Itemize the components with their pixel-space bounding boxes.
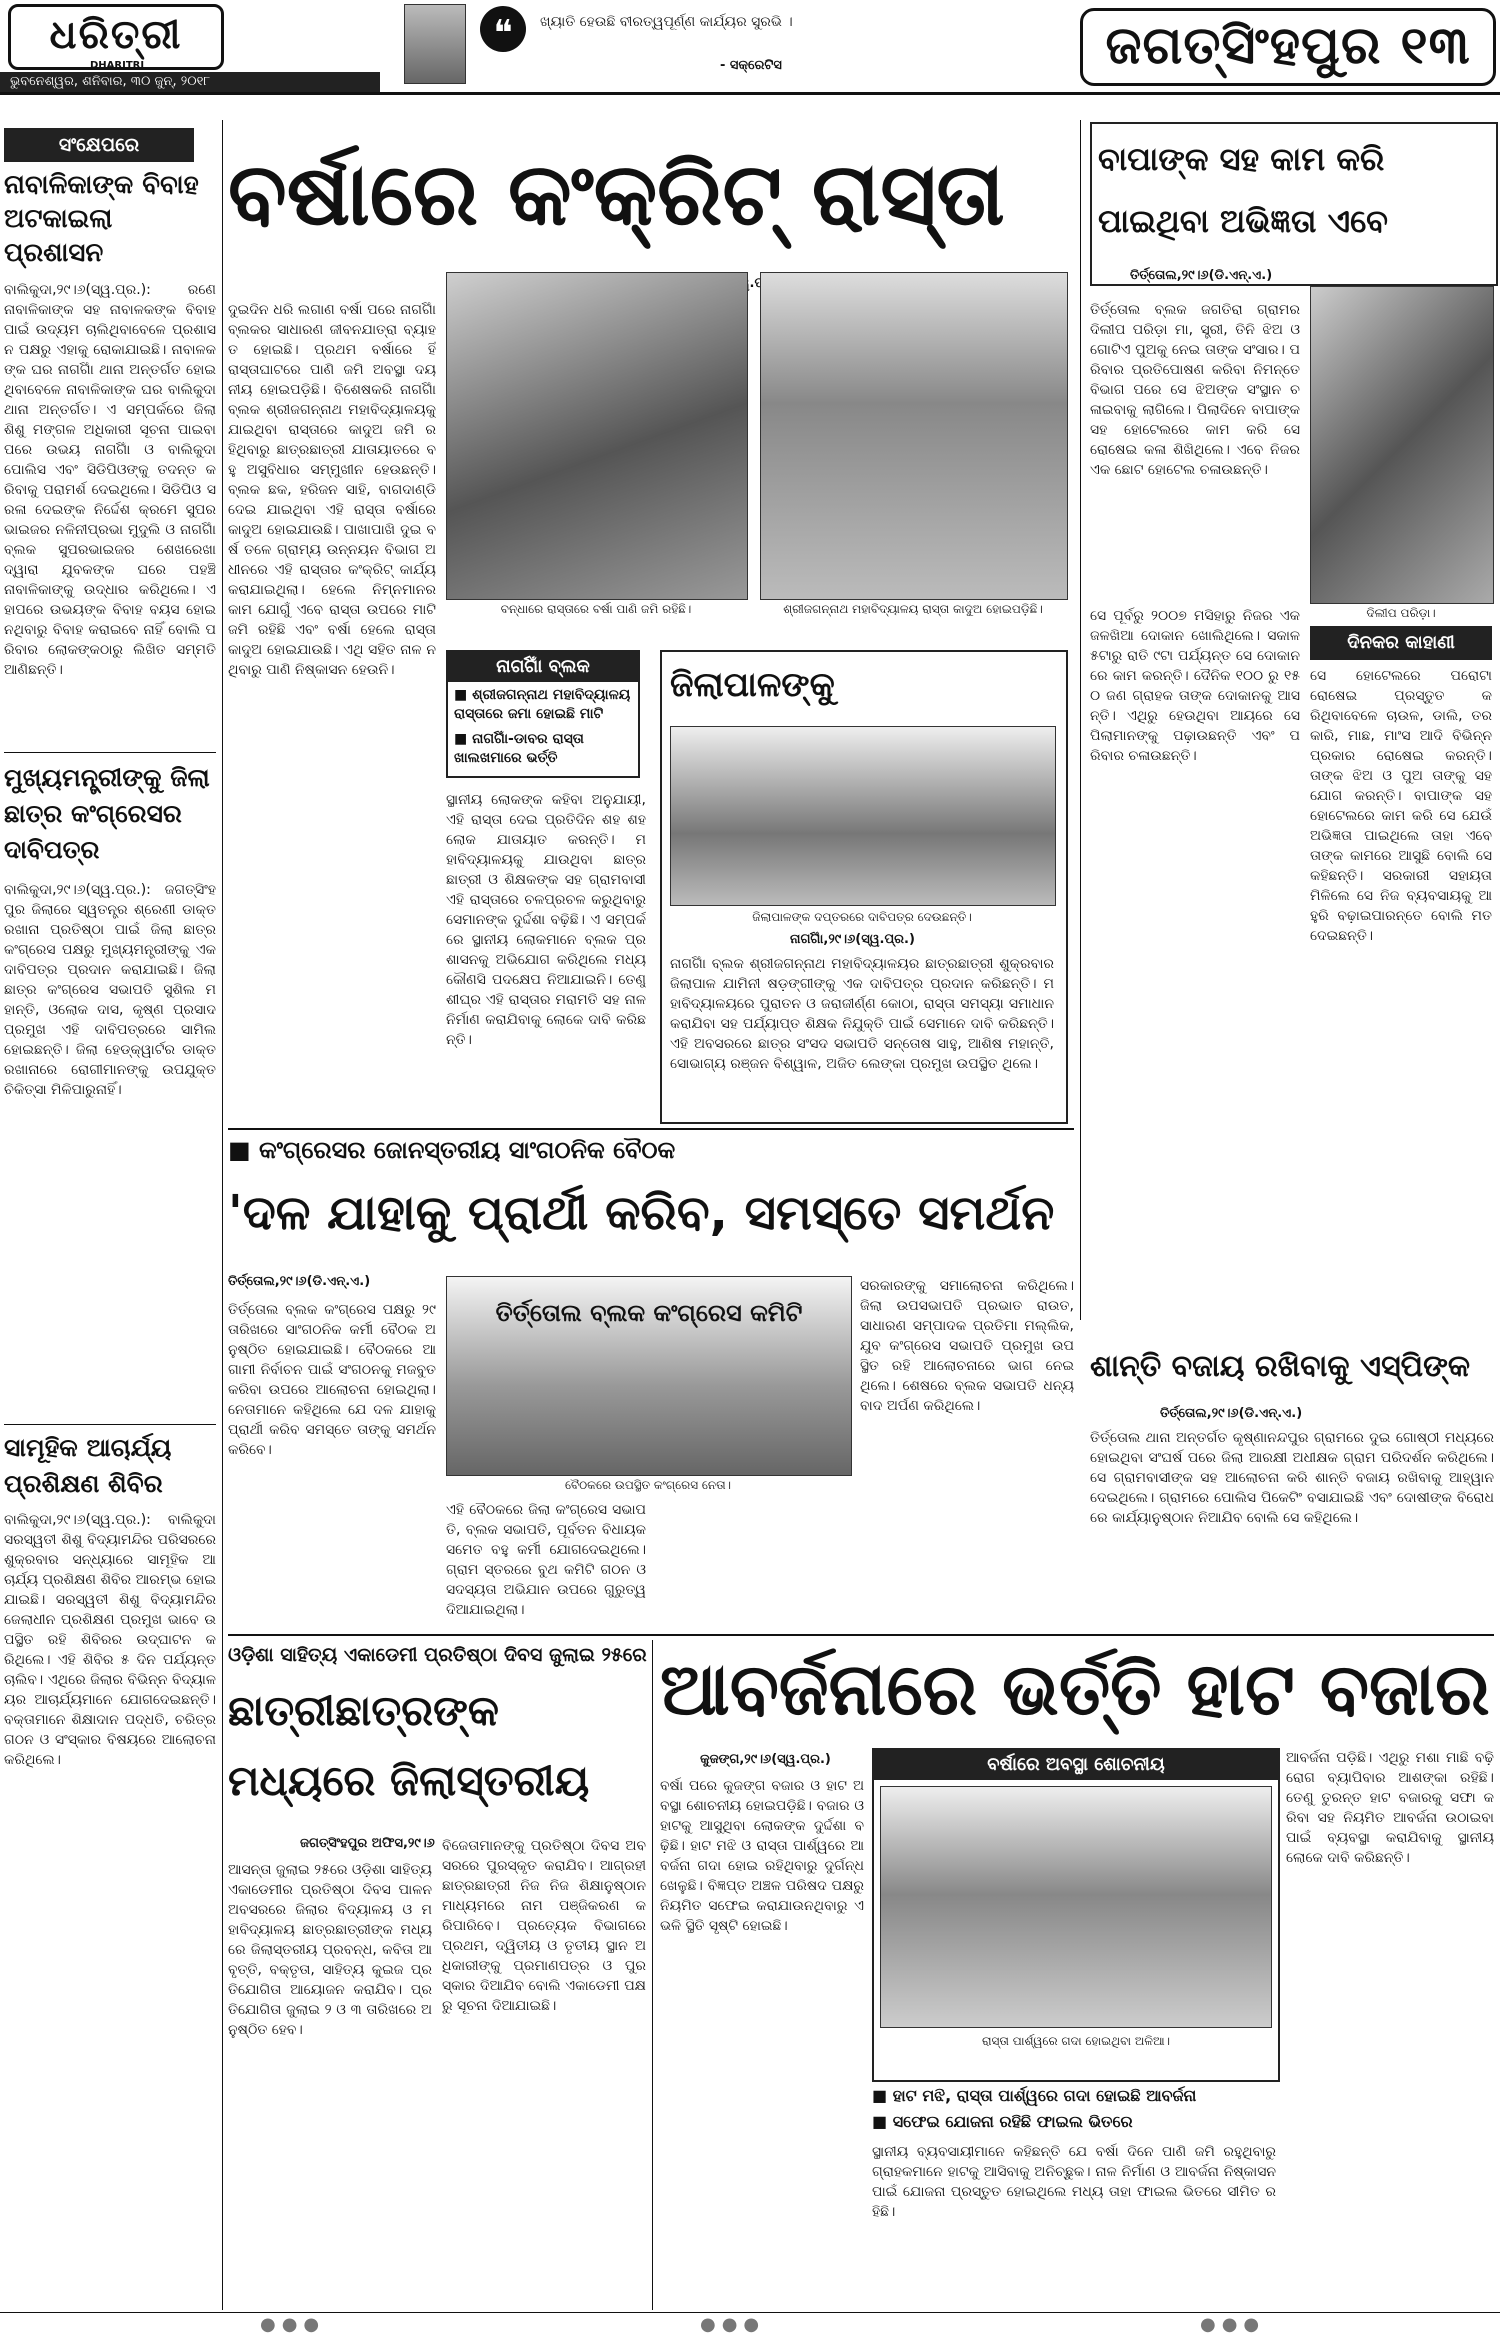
memo-body: ନାଗର୍ଗାଁ ବ୍ଲକ ଶ୍ରୀଜଗନ୍ନାଥ ମହାବିଦ୍ୟାଳୟର ଛାତ୍ରଛାତ୍ରୀ ଶୁକ୍ରବାର ଜିଲାପାଳ ଯାମିନୀ ଷଡ଼ଙ୍ଗୀଙ୍କୁ ଏକ ଦାବିପତ୍ର ପ୍ରଦାନ କରିଛନ୍ତି। ମହାବିଦ୍ୟାଳୟରେ ପୁରାତନ ଓ ଜରାଜୀର୍ଣ୍ଣ କୋଠା, ରାସ୍ତା ସମସ୍ୟା ସମାଧାନ କରାଯିବା ସହ ପର୍ଯ୍ୟାପ୍ତ ଶିକ୍ଷକ ନିଯୁକ୍ତି ପାଇଁ ସେମାନେ ଦାବି କରିଛନ୍ତି। ଏହି ଅବସରରେ ଛାତ୍ର ସଂସଦ ସଭାପତି ସନ୍ତୋଷ ସାହୁ, ଆଶିଷ ମହାନ୍ତି, ସୋଭାଗ୍ୟ ରଞ୍ଜନ ବିଶ୍ୱାଳ, ଅଜିତ ଲେଙ୍କା ପ୍ରମୁଖ ଉପସ୍ଥିତ ଥିଲେ। (670, 956, 1054, 1072)
quote-text: ଖ୍ୟାତି ହେଉଛି ବୀରତ୍ୱପୂର୍ଣ୍ଣ କାର୍ଯ୍ୟର ସୁରଭି । (540, 14, 793, 30)
congress-body-3: ସରକାରଙ୍କୁ ସମାଲୋଚନା କରିଥିଲେ। ଜିଲା ଉପସଭାପତି ପ୍ରଭାତ ରାଉତ, ସାଧାରଣ ସମ୍ପାଦକ ପ୍ରତିମା ମଲ୍ଲିକ, ଯୁବ କଂଗ୍ରେସ ସଭାପତି ପ୍ରମୁଖ ଉପସ୍ଥିତ ରହି ଆଲୋଚନାରେ ଭାଗ ନେଇଥିଲେ। ଶେଷରେ ବ୍ଲକ ସଭାପତି ଧନ୍ୟବାଦ ଅର୍ପଣ କରିଥିଲେ। (860, 1278, 1074, 1414)
congress-headline: 'ଦଳ ଯାହାକୁ ପ୍ରାର୍ଥୀ କରିବ, ସମସ୍ତେ ସମର୍ଥନ (228, 1185, 1055, 1241)
academy-dateline: ଜଗତ୍‌ସିଂହପୁର ଅଫିସ,୨୯।୬ (300, 1836, 435, 1851)
masthead (0, 0, 1500, 89)
registration-marks: ●●● (700, 2314, 766, 2335)
lead-photo-1-caption: ବନ୍ଧାରେ ରାସ୍ତାରେ ବର୍ଷା ପାଣି ଜମି ରହିଛି। (500, 602, 692, 616)
socrates-portrait (404, 4, 466, 84)
congress-banner: ତିର୍ତ୍ତୋଲ ବ୍ଲକ କଂଗ୍ରେସ କମିଟି (495, 1299, 803, 1327)
divider (4, 752, 216, 753)
father-body-1: ତିର୍ତ୍ତୋଲ ବ୍ଲକ ଜଗତିରା ଗ୍ରାମର ଦିଲୀପ ପରିଡ଼ା ମା, ସ୍ତ୍ରୀ, ତିନି ଝିଅ ଓ ଗୋଟିଏ ପୁଅକୁ ନେଇ ତାଙ୍କ ସଂସାର। ପରିବାର ପ୍ରତିପୋଷଣ କରିବା ନିମନ୍ତେ ବିଭାଗ ପରେ ସେ ଝିଅଙ୍କ ସଂସ୍ଥାନ ଚଳାଇବାକୁ ଲାଗିଲେ। ପିଲାଦିନେ ବାପାଙ୍କ ସହ ହୋଟେଲରେ କାମ କରି ସେ ରୋଷେଇ କଳା ଶିଖିଥିଲେ। ଏବେ ନିଜର ଏକ ଛୋଟ ହୋଟେଲ ଚଳାଉଛନ୍ତି। (1090, 302, 1300, 478)
market-bullet-2: ■ ସଫେଇ ଯୋଜନା ରହିଛି ଫାଇଲ ଭିତରେ (872, 2112, 1133, 2131)
lead-body-col2: ସ୍ଥାନୀୟ ଲୋକଙ୍କ କହିବା ଅନୁଯାୟୀ, ଏହି ରାସ୍ତା ଦେଇ ପ୍ରତିଦିନ ଶହ ଶହ ଲୋକ ଯାତାୟାତ କରନ୍ତି। ମହାବିଦ୍ୟାଳୟକୁ ଯାଉଥିବା ଛାତ୍ରଛାତ୍ରୀ ଓ ଶିକ୍ଷକଙ୍କ ସହ ଗ୍ରାମବାସୀ ଏହି ରାସ୍ତାରେ ଚଳପ୍ରଚଳ କରୁଥିବାରୁ ସେମାନଙ୍କ ଦୁର୍ଦ୍ଦଶା ବଢ଼ିଛି। ଏ ସମ୍ପର୍କରେ ସ୍ଥାନୀୟ ଲୋକମାନେ ବ୍ଲକ ପ୍ରଶାସନକୁ ଅଭିଯୋଗ କରିଥିଲେ ମଧ୍ୟ କୌଣସି ପଦକ୍ଷେପ ନିଆଯାଇନି। ତେଣୁ ଶୀଘ୍ର ଏହି ରାସ୍ତାର ମରାମତି ସହ ନାଳ ନିର୍ମାଣ କରାଯିବାକୁ ଲୋକେ ଦାବି କରିଛନ୍ତି। (446, 792, 646, 1048)
column-rule (1080, 120, 1081, 1320)
quote-icon: ❝ (480, 6, 526, 52)
block-box-item-1: ■ ଶ୍ରୀଜଗନ୍ନାଥ ମହାବିଦ୍ୟାଳୟ ରାସ୍ତାରେ ଜମା ହୋଇଛି ମାଟି (454, 687, 631, 722)
lead-headline: ବର୍ଷାରେ କଂକ୍ରିଟ୍ ରାସ୍ତା (228, 145, 1005, 245)
sp-headline: ଶାନ୍ତି ବଜାୟ ରଖିବାକୁ ଏସ୍‌ପିଙ୍କ (1090, 1349, 1471, 1384)
memo-dateline: ନାଗର୍ଗାଁ,୨୯।୬(ସ୍ୱ.ପ୍ର.) (790, 932, 915, 947)
square-bullet-icon: ■ (454, 687, 473, 703)
academy-body-1: ଆସନ୍ତା ଜୁଲାଇ ୨୫ରେ ଓଡ଼ିଶା ସାହିତ୍ୟ ଏକାଡେମୀର ପ୍ରତିଷ୍ଠା ଦିବସ ପାଳନ ଅବସରରେ ଜିଲାର ବିଦ୍ୟାଳୟ ଓ ମହାବିଦ୍ୟାଳୟ ଛାତ୍ରଛାତ୍ରୀଙ୍କ ମଧ୍ୟରେ ଜିଲାସ୍ତରୀୟ ପ୍ରବନ୍ଧ, କବିତା ଆବୃତ୍ତି, ବକ୍ତୃତା, ସାହିତ୍ୟ କୁଇଜ ପ୍ରତିଯୋଗିତା ଆୟୋଜନ କରାଯିବ। ପ୍ରତିଯୋଗିତା ଜୁଲାଇ ୨ ଓ ୩ ତାରିଖରେ ଅନୁଷ୍ଠିତ ହେବ। (228, 1862, 432, 2038)
brief2-body: ବାଲିକୁଦା,୨୯।୬(ସ୍ୱ.ପ୍ର.): ଜଗତ୍‌ସିଂହପୁର ଜିଲାରେ ସ୍ୱତନ୍ତ୍ର ଶ୍ରେଣୀ ଡାକ୍ତରଖାନା ପ୍ରତିଷ୍ଠା ପାଇଁ ଜିଲା ଛାତ୍ର କଂଗ୍ରେସ ପକ୍ଷରୁ ମୁଖ୍ୟମନ୍ତ୍ରୀଙ୍କୁ ଏକ ଦାବିପତ୍ର ପ୍ରଦାନ କରାଯାଇଛି। ଜିଲା ଛାତ୍ର କଂଗ୍ରେସ ସଭାପତି ସୁଶିଲ ମହାନ୍ତି, ଓଲୋକ ଦାସ, କୃଷ୍ଣ ପ୍ରସାଦ ପ୍ରମୁଖ ଏହି ଦାବିପତ୍ରରେ ସାମିଲ ହୋଇଛନ୍ତି। ଜିଲା ହେଡ୍‌କ୍ୱାର୍ଟର ଡାକ୍ତରଖାନାରେ ରୋଗୀମାନଙ୍କୁ ଉପଯୁକ୍ତ ଚିକିତ୍ସା ମିଳିପାରୁନାହିଁ। (4, 882, 216, 1098)
column-rule (652, 1640, 653, 2310)
square-bullet-icon: ■ (228, 1136, 260, 1164)
academy-body-2: ବିଜେତାମାନଙ୍କୁ ପ୍ରତିଷ୍ଠା ଦିବସ ଅବସରରେ ପୁରସ୍କୃତ କରାଯିବ। ଆଗ୍ରହୀ ଛାତ୍ରଛାତ୍ରୀ ନିଜ ନିଜ ଶିକ୍ଷାନୁଷ୍ଠାନ ମାଧ୍ୟମରେ ନାମ ପଞ୍ଜିକରଣ କରିପାରିବେ। ପ୍ରତ୍ୟେକ ବିଭାଗରେ ପ୍ରଥମ, ଦ୍ୱିତୀୟ ଓ ତୃତୀୟ ସ୍ଥାନ ଅଧିକାରୀଙ୍କୁ ପ୍ରମାଣପତ୍ର ଓ ପୁରସ୍କାର ଦିଆଯିବ ବୋଲି ଏକାଡେମୀ ପକ୍ଷରୁ ସୂଚନା ଦିଆଯାଇଛି। (442, 1838, 646, 2014)
congress-photo-caption: ବୈଠକରେ ଉପସ୍ଥିତ କଂଗ୍ରେସ ନେତା। (564, 1478, 732, 1492)
academy-headline: ଛାତ୍ରୀଛାତ୍ରଙ୍କ ମଧ୍ୟରେ ଜିଲାସ୍ତରୀୟ (228, 1686, 590, 1805)
block-box-item-2: ■ ନାଗର୍ଗାଁ-ଡାବର ରାସ୍ତା ଖାଲଖମାରେ ଭର୍ତ୍ତି (454, 731, 584, 766)
registration-marks: ●●● (260, 2314, 326, 2335)
column-rule (222, 120, 223, 2310)
lead-body-col1: ଦୁଇଦିନ ଧରି ଲଗାଣ ବର୍ଷା ପରେ ନାଗର୍ଗାଁ ବ୍ଲକର ସାଧାରଣ ଜୀବନଯାତ୍ରା ବ୍ୟାହତ ହୋଇଛି। ପ୍ରଥମ ବର୍ଷାରେ ହିଁ ରାସ୍ତାଘାଟରେ ପାଣି ଜମି ଅବସ୍ଥା ଦୟନୀୟ ହୋଇପଡ଼ିଛି। ବିଶେଷକରି ନାଗର୍ଗାଁ ବ୍ଲକ ଶ୍ରୀଜଗନ୍ନାଥ ମହାବିଦ୍ୟାଳୟକୁ ଯାଇଥିବା ରାସ୍ତାରେ କାଦୁଅ ଜମି ରହିଥିବାରୁ ଛାତ୍ରଛାତ୍ରୀ ଯାତାୟାତରେ ବହୁ ଅସୁବିଧାର ସମ୍ମୁଖୀନ ହେଉଛନ୍ତି। ବ୍ଲକ ଛକ, ହରିଜନ ସାହି, ବାଗଦାଣ୍ଡି ଦେଇ ଯାଇଥିବା ଏହି ରାସ୍ତା ବର୍ଷାରେ କାଦୁଅ ହୋଇଯାଉଛି। ପାଖାପାଖି ଦୁଇ ବର୍ଷ ତଳେ ଗ୍ରାମ୍ୟ ଉନ୍ନୟନ ବିଭାଗ ଅଧୀନରେ ଏହି ରାସ୍ତାର କଂକ୍ରିଟ୍ କାର୍ଯ୍ୟ କରାଯାଇଥିଲା। ହେଲେ ନିମ୍ନମାନର କାମ ଯୋଗୁଁ ଏବେ ରାସ୍ତା ଉପରେ ମାଟି ଜମି ରହିଛି ଏବଂ ବର୍ଷା ହେଲେ ରାସ୍ତା କାଦୁଅ ହୋଇଯାଉଛି। ଏଥି ସହିତ ନାଳ ନଥିବାରୁ ପାଣି ନିଷ୍କାସନ ହେଉନି। (228, 302, 436, 678)
brief1-body: ବାଲିକୁଦା,୨୯।୬(ସ୍ୱ.ପ୍ର.): ରଣେ ନାବାଳିକାଙ୍କ ସହ ନାବାଳକଙ୍କ ବିବାହ ପାଇଁ ଉଦ୍ୟମ ଚାଲିଥିବାବେଳେ ପ୍ରଶାସନ ପକ୍ଷରୁ ଏହାକୁ ରୋକାଯାଇଛି। ନାବାଳକଙ୍କ ଘର ନାଗର୍ଗାଁ ଥାନା ଅନ୍ତର୍ଗତ ହୋଇଥିବାବେଳେ ନାବାଳିକାଙ୍କ ଘର ବାଲିକୁଦା ଥାନା ଅନ୍ତର୍ଗତ। ଏ ସମ୍ପର୍କରେ ଜିଲା ଶିଶୁ ମଙ୍ଗଳ ଅଧିକାରୀ ସୂଚନା ପାଇବା ପରେ ଉଭୟ ନାଗର୍ଗାଁ ଓ ବାଲିକୁଦା ପୋଲିସ ଏବଂ ସିଡିପିଓଙ୍କୁ ତଦନ୍ତ କରିବାକୁ ପରାମର୍ଶ ଦେଇଥିଲେ। ସିଡିପିଓ ସରଳା ଦେଇଙ୍କ ନିର୍ଦ୍ଦେଶ କ୍ରମେ ସୁପରଭାଇଜର ନଳିନୀପ୍ରଭା ମୁଦୁଲି ଓ ନାଗର୍ଗାଁ ବ୍ଲକ ସୁପରଭାଇଜର ଶେଖରେଖା ଦ୍ୱାରା ଯୁବକଙ୍କ ଘରେ ପହଞ୍ଚି ନାବାଳିକାଙ୍କୁ ଉଦ୍ଧାର କରିଥିଲେ। ଏହାପରେ ଉଭୟଙ୍କ ବିବାହ ବୟସ ହୋଇନଥିବାରୁ ବିବାହ କରାଇବେ ନାହିଁ ବୋଲି ପରିବାର ଲୋକଙ୍କଠାରୁ ଲିଖିତ ସମ୍ମତି ଆଣିଛନ୍ତି। (4, 282, 216, 678)
lead-photo-1 (446, 272, 748, 600)
lead-photo-2-caption: ଶ୍ରୀଜଗନ୍ନାଥ ମହାବିଦ୍ୟାଳୟ ରାସ୍ତା କାଦୁଅ ହୋଇପଡ଼ିଛି। (783, 602, 1043, 616)
sp-body: ତିର୍ତ୍ତୋଲ ଥାନା ଅନ୍ତର୍ଗତ କୃଷ୍ଣାନନ୍ଦପୁର ଗ୍ରାମରେ ଦୁଇ ଗୋଷ୍ଠୀ ମଧ୍ୟରେ ହୋଇଥିବା ସଂଘର୍ଷ ପରେ ଜିଲା ଆରକ୍ଷୀ ଅଧୀକ୍ଷକ ଗ୍ରାମ ପରିଦର୍ଶନ କରିଥିଲେ। ସେ ଗ୍ରାମବାସୀଙ୍କ ସହ ଆଲୋଚନା କରି ଶାନ୍ତି ବଜାୟ ରଖିବାକୁ ଆହ୍ୱାନ ଦେଇଥିଲେ। ଗ୍ରାମରେ ପୋଲିସ ପିକେଟିଂ ବସାଯାଇଛି ଏବଂ ଦୋଷୀଙ୍କ ବିରୋଧରେ କାର୍ଯ୍ୟାନୁଷ୍ଠାନ ନିଆଯିବ ବୋଲି ସେ କହିଥିଲେ। (1090, 1430, 1494, 1526)
congress-photo (446, 1276, 852, 1476)
market-photo (880, 1786, 1272, 2028)
district-name: ଜଗତ୍‌ସିଂହପୁର (1105, 16, 1382, 76)
divider (4, 1424, 216, 1425)
market-body-1: ବର୍ଷା ପରେ କୁଜଙ୍ଗ ବଜାର ଓ ହାଟ ଅବସ୍ଥା ଶୋଚନୀୟ ହୋଇପଡ଼ିଛି। ବଜାର ଓ ହାଟକୁ ଆସୁଥିବା ଲୋକଙ୍କ ଦୁର୍ଦ୍ଦଶା ବଢ଼ିଛି। ହାଟ ମଝି ଓ ରାସ୍ତା ପାର୍ଶ୍ୱରେ ଆବର୍ଜନା ଗଦା ହୋଇ ରହିଥିବାରୁ ଦୁର୍ଗନ୍ଧ ଖେଳୁଛି। ବିଜ୍ଞପ୍ତ ଅଞ୍ଚଳ ପରିଷଦ ପକ୍ଷରୁ ନିୟମିତ ସଫେଇ କରାଯାଉନଥିବାରୁ ଏଭଳି ସ୍ଥିତି ସୃଷ୍ଟି ହୋଇଛି। (660, 1778, 864, 1934)
congress-kicker: ■ କଂଗ୍ରେସର ଜୋନସ୍ତରୀୟ ସାଂଗଠନିକ ବୈଠକ (228, 1136, 676, 1164)
market-bullet-1: ■ ହାଟ ମଝି, ରାସ୍ତା ପାର୍ଶ୍ୱରେ ଗଦା ହୋଇଛି ଆବର୍ଜନା (872, 2086, 1197, 2105)
square-bullet-icon: ■ (872, 2086, 893, 2105)
father-body-2: ସେ ପୂର୍ବରୁ ୨୦୦୭ ମସିହାରୁ ନିଜର ଏକ ଜଳଖିଆ ଦୋକାନ ଖୋଲିଥିଲେ। ସକାଳ ୫ଟାରୁ ରାତି ୯ଟା ପର୍ଯ୍ୟନ୍ତ ସେ ଦୋକାନରେ କାମ କରନ୍ତି। ଦୈନିକ ୧୦୦ ରୁ ୧୫୦ ଜଣ ଗ୍ରାହକ ତାଙ୍କ ଦୋକାନକୁ ଆସନ୍ତି। ଏଥିରୁ ହେଉଥିବା ଆୟରେ ସେ ପିଲାମାନଙ୍କୁ ପଢ଼ାଉଛନ୍ତି ଏବଂ ପରିବାର ଚଳାଉଛନ୍ତି। (1090, 608, 1300, 764)
market-body-3: ଆବର୍ଜନା ପଡ଼ିଛି। ଏଥିରୁ ମଶା ମାଛି ବଢ଼ି ରୋଗ ବ୍ୟାପିବାର ଆଶଙ୍କା ରହିଛି। ତେଣୁ ତୁରନ୍ତ ହାଟ ବଜାରକୁ ସଫା କରିବା ସହ ନିୟମିତ ଆବର୍ଜନା ଉଠାଇବା ପାଇଁ ବ୍ୟବସ୍ଥା କରାଯିବାକୁ ସ୍ଥାନୀୟ ଲୋକେ ଦାବି କରିଛନ୍ତି। (1286, 1750, 1494, 1866)
brief3-body: ବାଲିକୁଦା,୨୯।୬(ସ୍ୱ.ପ୍ର.): ବାଲିକୁଦା ସରସ୍ୱତୀ ଶିଶୁ ବିଦ୍ୟାମନ୍ଦିର ପରିସରରେ ଶୁକ୍ରବାର ସନ୍ଧ୍ୟାରେ ସାମୂହିକ ଆଚାର୍ଯ୍ୟ ପ୍ରଶିକ୍ଷଣ ଶିବିର ଆରମ୍ଭ ହୋଇଯାଇଛି। ସରସ୍ୱତୀ ଶିଶୁ ବିଦ୍ୟାମନ୍ଦିର ଜେଲାଧୀନ ପ୍ରଶିକ୍ଷଣ ପ୍ରମୁଖ ଭାବେ ଉପସ୍ଥିତ ରହି ଶିବିରର ଉଦ୍‌ଘାଟନ କରିଥିଲେ। ଏହି ଶିବିର ୫ ଦିନ ପର୍ଯ୍ୟନ୍ତ ଚାଲିବ। ଏଥିରେ ଜିଲାର ବିଭିନ୍ନ ବିଦ୍ୟାଳୟର ଆଚାର୍ଯ୍ୟମାନେ ଯୋଗଦେଇଛନ୍ତି। ବକ୍ତାମାନେ ଶିକ୍ଷାଦାନ ପଦ୍ଧତି, ଚରିତ୍ର ଗଠନ ଓ ସଂସ୍କାର ବିଷୟରେ ଆଲୋଚନା କରିଥିଲେ। (4, 1512, 216, 1768)
father-headline: ବାପାଙ୍କ ସହ କାମ କରି ପାଇଥିବା ଅଭିଜ୍ଞତା ଏବେ (1098, 140, 1388, 240)
masthead-rule (0, 92, 1500, 95)
sp-dateline: ତିର୍ତ୍ତୋଲ,୨୯।୬(ଡି.ଏନ୍.ଏ.) (1160, 1406, 1303, 1421)
market-body-2: ସ୍ଥାନୀୟ ବ୍ୟବସାୟୀମାନେ କହିଛନ୍ତି ଯେ ବର୍ଷା ଦିନେ ପାଣି ଜମି ରହୁଥିବାରୁ ଗ୍ରାହକମାନେ ହାଟକୁ ଆସିବାକୁ ଅନିଚ୍ଛୁକ। ନାଳ ନିର୍ମାଣ ଓ ଆବର୍ଜନା ନିଷ୍କାସନ ପାଇଁ ଯୋଜନା ପ୍ରସ୍ତୁତ ହୋଇଥିଲେ ମଧ୍ୟ ତାହା ଫାଇଲ ଭିତରେ ସୀମିତ ରହିଛି। (872, 2144, 1276, 2220)
nagargaon-block-box (446, 650, 640, 778)
father-photo-caption: ଦିଲୀପ ପରିଡ଼ା। (1366, 606, 1436, 620)
brief3-headline: ସାମୂହିକ ଆଚାର୍ଯ୍ୟ ପ୍ରଶିକ୍ଷଣ ଶିବିର (4, 1433, 172, 1498)
academy-kicker: ଓଡ଼ିଶା ସାହିତ୍ୟ ଏକାଡେମୀ ପ୍ରତିଷ୍ଠା ଦିବସ ଜୁଲାଇ ୨୫ରେ (228, 1644, 647, 1666)
market-photo-box (872, 1748, 1280, 2082)
footer-rule (0, 2312, 1500, 2313)
section-rule (228, 1634, 1494, 1636)
market-photo-caption: ରାସ୍ତା ପାର୍ଶ୍ୱରେ ଗଦା ହୋଇଥିବା ଅଳିଆ। (982, 2034, 1170, 2048)
congress-body-1: ତିର୍ତ୍ତୋଲ ବ୍ଲକ କଂଗ୍ରେସ ପକ୍ଷରୁ ୨୯ ତାରିଖରେ ସାଂଗଠନିକ କର୍ମୀ ବୈଠକ ଅନୁଷ୍ଠିତ ହୋଇଯାଇଛି। ବୈଠକରେ ଆଗାମୀ ନିର୍ବାଚନ ପାଇଁ ସଂଗଠନକୁ ମଜବୁତ କରିବା ଉପରେ ଆଲୋଚନା ହୋଇଥିଲା। ନେତାମାନେ କହିଥିଲେ ଯେ ଦଳ ଯାହାକୁ ପ୍ରାର୍ଥୀ କରିବ ସମସ୍ତେ ତାଙ୍କୁ ସମର୍ଥନ କରିବେ। (228, 1302, 436, 1458)
brief2-headline: ମୁଖ୍ୟମନ୍ତ୍ରୀଙ୍କୁ ଜିଲା ଛାତ୍ର କଂଗ୍ରେସର ଦାବିପତ୍ର (4, 763, 210, 864)
congress-dateline: ତିର୍ତ୍ତୋଲ,୨୯।୬(ଡି.ଏନ୍.ଏ.) (228, 1274, 371, 1289)
dateline: ଭୁବନେଶ୍ୱର, ଶନିବାର, ୩୦ ଜୁନ୍‌, ୨୦୧୮ (0, 72, 380, 92)
memo-photo (670, 726, 1056, 906)
memo-headline: ଜିଲାପାଳଙ୍କୁ (670, 665, 835, 705)
lead-photo-2 (760, 272, 1068, 600)
market-headline: ଆବର୍ଜନାରେ ଭର୍ତ୍ତି ହାଟ ବଜାର (660, 1647, 1490, 1731)
section-briefs-header: ସଂକ୍ଷେପରେ (4, 128, 194, 162)
square-bullet-icon: ■ (872, 2112, 893, 2131)
block-box-title: ନାଗର୍ଗାଁ ବ୍ଲକ (448, 652, 638, 682)
quote-author: - ସକ୍ରେଟିସ (720, 58, 782, 73)
congress-body-2: ଏହି ବୈଠକରେ ଜିଲା କଂଗ୍ରେସ ସଭାପତି, ବ୍ଲକ ସଭାପତି, ପୂର୍ବତନ ବିଧାୟକ ସମେତ ବହୁ କର୍ମୀ ଯୋଗଦେଇଥିଲେ। ଗ୍ରାମ ସ୍ତରରେ ବୁଥ କମିଟି ଗଠନ ଓ ସଦସ୍ୟତା ଅଭିଯାନ ଉପରେ ଗୁରୁତ୍ୱ ଦିଆଯାଇଥିଲା। (446, 1502, 646, 1618)
brief1-headline: ନାବାଳିକାଙ୍କ ବିବାହ ଅଟକାଇଲା ପ୍ରଶାସନ (4, 170, 199, 268)
square-bullet-icon: ■ (454, 731, 473, 747)
series-title: ଦିନକର କାହାଣୀ (1310, 626, 1492, 660)
father-photo (1310, 286, 1494, 604)
market-photo-title: ବର୍ଷାରେ ଅବସ୍ଥା ଶୋଚନୀୟ (874, 1750, 1278, 1780)
newspaper-logo: ଧରିତ୍ରୀ (8, 4, 224, 70)
father-dateline: ତିର୍ତ୍ତୋଲ,୨୯।୬(ଡି.ଏନ୍.ଏ.) (1130, 268, 1273, 283)
registration-marks: ●●● (1200, 2314, 1266, 2335)
section-rule (228, 1128, 1074, 1130)
district-page-title (1080, 8, 1496, 86)
logo-subtitle: DHARITRI (90, 60, 145, 71)
market-dateline: କୁଜଙ୍ଗ,୨୯।୬(ସ୍ୱ.ପ୍ର.) (700, 1752, 831, 1767)
page-number: ୧୩ (1400, 16, 1471, 76)
father-body-3: ସେ ହୋଟେଲରେ ପରୋଟା ରୋଷେଇ ପ୍ରସ୍ତୁତ କରିଥିବାବେଳେ ଚାଉଳ, ଡାଲି, ତରକାରି, ମାଛ, ମାଂସ ଆଦି ବିଭିନ୍ନ ପ୍ରକାର ରୋଷେଇ କରନ୍ତି। ତାଙ୍କ ଝିଅ ଓ ପୁଅ ତାଙ୍କୁ ସହଯୋଗ କରନ୍ତି। ବାପାଙ୍କ ସହ ହୋଟେଲରେ କାମ କରି ସେ ଯେଉଁ ଅଭିଜ୍ଞତା ପାଇଥିଲେ ତାହା ଏବେ ତାଙ୍କ କାମରେ ଆସୁଛି ବୋଲି ସେ କହିଛନ୍ତି। ସରକାରୀ ସହାୟତା ମିଳିଲେ ସେ ନିଜ ବ୍ୟବସାୟକୁ ଆହୁରି ବଢ଼ାଇପାରନ୍ତେ ବୋଲି ମତ ଦେଇଛନ୍ତି। (1310, 668, 1492, 944)
memo-photo-caption: ଜିଲାପାଳଙ୍କ ଦପ୍ତରରେ ଦାବିପତ୍ର ଦେଉଛନ୍ତି। (752, 910, 972, 924)
